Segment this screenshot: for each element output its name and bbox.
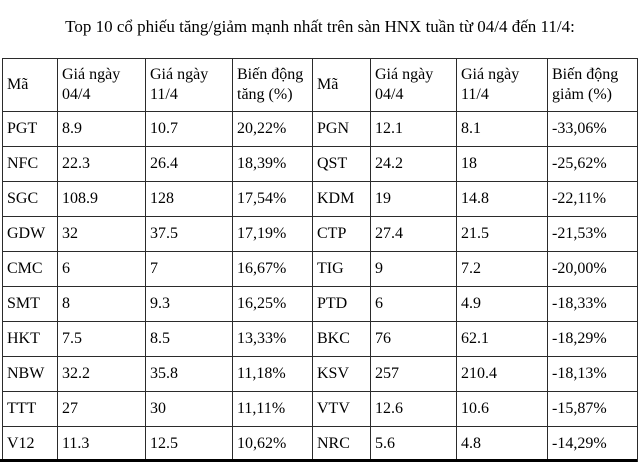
value-cell: 210.4	[457, 357, 548, 392]
value-cell: 26.4	[146, 147, 233, 182]
value-cell: 32	[58, 217, 146, 252]
stock-code-cell: CMC	[3, 252, 58, 287]
stock-code-cell: NRC	[313, 427, 371, 462]
stock-code-cell: PGT	[3, 112, 58, 147]
stock-code-cell: NFC	[3, 147, 58, 182]
value-cell: 108.9	[58, 182, 146, 217]
column-header-price-0404-loss: Giá ngày 04/4	[371, 59, 457, 112]
value-cell: -25,62%	[548, 147, 638, 182]
value-cell: 10.7	[146, 112, 233, 147]
value-cell: 27	[58, 392, 146, 427]
value-cell: -18,13%	[548, 357, 638, 392]
value-cell: 14.8	[457, 182, 548, 217]
value-cell: 24.2	[371, 147, 457, 182]
table-row	[3, 322, 638, 357]
stock-code-cell: GDW	[3, 217, 58, 252]
value-cell: 4.8	[457, 427, 548, 462]
value-cell: 7.5	[58, 322, 146, 357]
stock-code-cell: PGN	[313, 112, 371, 147]
value-cell: 18	[457, 147, 548, 182]
value-cell: 12.1	[371, 112, 457, 147]
value-cell: 62.1	[457, 322, 548, 357]
table-row	[3, 357, 638, 392]
column-header-change-gain: Biến động tăng (%)	[233, 59, 313, 112]
value-cell: 32.2	[58, 357, 146, 392]
table-row	[3, 287, 638, 322]
stock-code-cell: CTP	[313, 217, 371, 252]
stock-code-cell: NBW	[3, 357, 58, 392]
table-row	[3, 252, 638, 287]
stock-code-cell: KSV	[313, 357, 371, 392]
value-cell: 9	[371, 252, 457, 287]
value-cell: -15,87%	[548, 392, 638, 427]
value-cell: 8	[58, 287, 146, 322]
value-cell: 9.3	[146, 287, 233, 322]
table-row	[3, 427, 638, 462]
value-cell: 11,18%	[233, 357, 313, 392]
stock-code-cell: TIG	[313, 252, 371, 287]
column-header-code-losers: Mã	[313, 59, 371, 112]
value-cell: 5.6	[371, 427, 457, 462]
value-cell: 11.3	[58, 427, 146, 462]
stock-code-cell: SMT	[3, 287, 58, 322]
value-cell: 12.5	[146, 427, 233, 462]
value-cell: 7	[146, 252, 233, 287]
value-cell: 4.9	[457, 287, 548, 322]
value-cell: 257	[371, 357, 457, 392]
column-header-price-0404-gain: Giá ngày 04/4	[58, 59, 146, 112]
table-row	[3, 392, 638, 427]
value-cell: 13,33%	[233, 322, 313, 357]
value-cell: 19	[371, 182, 457, 217]
stock-code-cell: VTV	[313, 392, 371, 427]
value-cell: 17,19%	[233, 217, 313, 252]
value-cell: 7.2	[457, 252, 548, 287]
value-cell: 10,62%	[233, 427, 313, 462]
stock-code-cell: QST	[313, 147, 371, 182]
value-cell: 10.6	[457, 392, 548, 427]
value-cell: 37.5	[146, 217, 233, 252]
stock-code-cell: PTD	[313, 287, 371, 322]
value-cell: 11,11%	[233, 392, 313, 427]
table-row	[3, 112, 638, 147]
value-cell: 21.5	[457, 217, 548, 252]
value-cell: -14,29%	[548, 427, 638, 462]
value-cell: 18,39%	[233, 147, 313, 182]
table-body	[3, 112, 638, 462]
value-cell: 76	[371, 322, 457, 357]
bottom-divider	[0, 459, 637, 462]
column-header-price-1104-loss: Giá ngày 11/4	[457, 59, 548, 112]
table-row	[3, 217, 638, 252]
stock-code-cell: V12	[3, 427, 58, 462]
value-cell: -20,00%	[548, 252, 638, 287]
value-cell: 17,54%	[233, 182, 313, 217]
value-cell: 6	[371, 287, 457, 322]
value-cell: -33,06%	[548, 112, 638, 147]
stock-code-cell: HKT	[3, 322, 58, 357]
stocks-table	[2, 58, 638, 462]
value-cell: 8.9	[58, 112, 146, 147]
value-cell: 27.4	[371, 217, 457, 252]
value-cell: -22,11%	[548, 182, 638, 217]
column-header-price-1104-gain: Giá ngày 11/4	[146, 59, 233, 112]
value-cell: 20,22%	[233, 112, 313, 147]
stock-code-cell: BKC	[313, 322, 371, 357]
value-cell: 16,67%	[233, 252, 313, 287]
value-cell: 8.5	[146, 322, 233, 357]
value-cell: 8.1	[457, 112, 548, 147]
table-header-row	[3, 59, 638, 112]
value-cell: 30	[146, 392, 233, 427]
value-cell: -18,29%	[548, 322, 638, 357]
stock-code-cell: SGC	[3, 182, 58, 217]
stock-code-cell: KDM	[313, 182, 371, 217]
table-row	[3, 147, 638, 182]
value-cell: 6	[58, 252, 146, 287]
table-row	[3, 182, 638, 217]
column-header-code-gainers: Mã	[3, 59, 58, 112]
stock-code-cell: TTT	[3, 392, 58, 427]
value-cell: 16,25%	[233, 287, 313, 322]
value-cell: -21,53%	[548, 217, 638, 252]
table-title: Top 10 cổ phiếu tăng/giảm mạnh nhất trên sàn HNX tuần từ 04/4 đến 11/4:	[65, 17, 575, 36]
value-cell: 22.3	[58, 147, 146, 182]
column-header-change-loss: Biến động giảm (%)	[548, 59, 638, 112]
value-cell: -18,33%	[548, 287, 638, 322]
value-cell: 35.8	[146, 357, 233, 392]
value-cell: 12.6	[371, 392, 457, 427]
value-cell: 128	[146, 182, 233, 217]
